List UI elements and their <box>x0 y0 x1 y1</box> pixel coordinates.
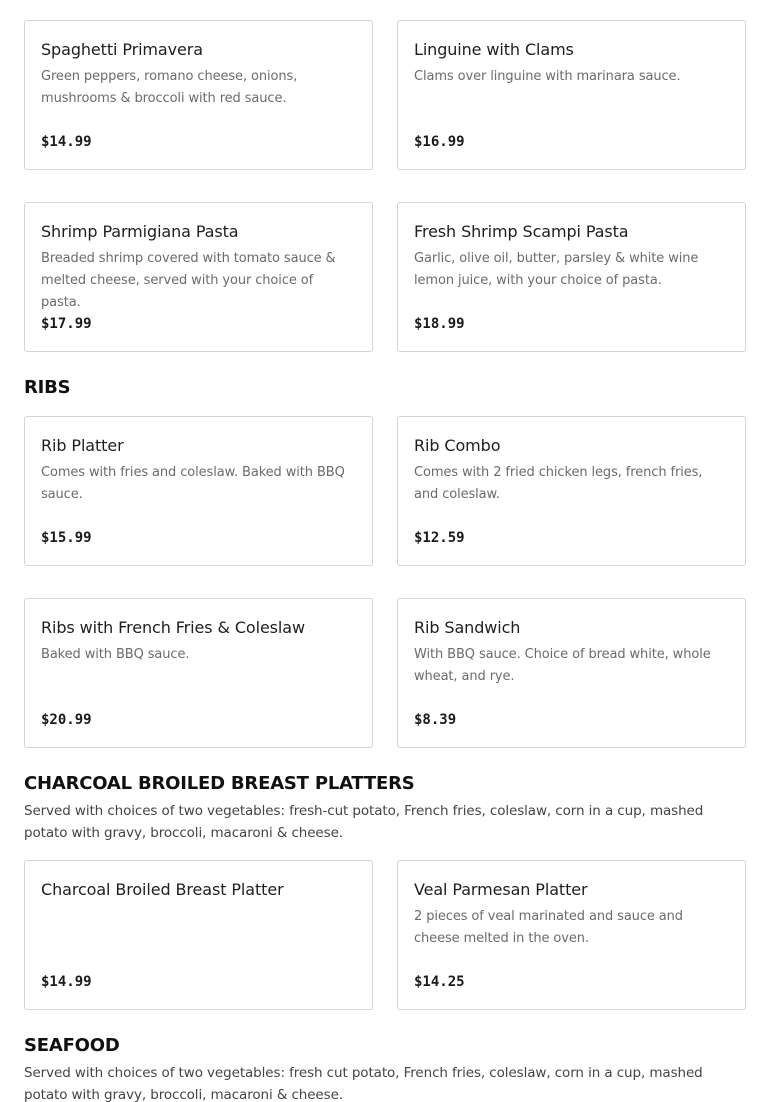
menu-item-name: Fresh Shrimp Scampi Pasta <box>414 222 629 241</box>
menu-item-description: Green peppers, romano cheese, onions, mushrooms & broccoli with red sauce. <box>41 69 298 106</box>
menu-item-description: Comes with fries and coleslaw. Baked with BBQ sauce. <box>41 465 345 502</box>
menu-item-card[interactable] <box>24 860 373 1010</box>
menu-item-price: $14.99 <box>41 974 92 990</box>
menu-item-description: Clams over linguine with marinara sauce. <box>414 69 681 84</box>
menu-item-price: $15.99 <box>41 530 92 546</box>
menu-item-card[interactable] <box>397 20 746 170</box>
menu-item-name: Ribs with French Fries & Coleslaw <box>41 618 305 637</box>
menu-item-price: $16.99 <box>414 134 465 150</box>
section-title-seafood: SEAFOOD <box>24 1035 120 1056</box>
menu-item-price: $18.99 <box>414 316 465 332</box>
menu-item-price: $14.25 <box>414 974 465 990</box>
menu-item-name: Charcoal Broiled Breast Platter <box>41 880 284 899</box>
menu-item-description: Baked with BBQ sauce. <box>41 647 190 662</box>
menu-item-card[interactable] <box>24 416 373 566</box>
menu-item-card[interactable] <box>397 598 746 748</box>
section-note-charcoal-broiled: Served with choices of two vegetables: fresh-cut potato, French fries, coleslaw, corn in a cup, mashed potato with gravy, broccoli, macaroni & cheese. <box>24 803 704 841</box>
menu-item-description: With BBQ sauce. Choice of bread white, whole wheat, and rye. <box>414 647 711 684</box>
section-title-ribs: RIBS <box>24 377 71 398</box>
menu-item-description: 2 pieces of veal marinated and sauce and cheese melted in the oven. <box>414 909 683 946</box>
menu-item-price: $12.59 <box>414 530 465 546</box>
menu-item-name: Rib Platter <box>41 436 124 455</box>
menu-item-name: Linguine with Clams <box>414 40 574 59</box>
menu-item-description: Garlic, olive oil, butter, parsley & white wine lemon juice, with your choice of pasta. <box>414 251 699 288</box>
menu-item-description: Breaded shrimp covered with tomato sauce & melted cheese, served with your choice of pasta. <box>41 251 336 310</box>
menu-item-description: Comes with 2 fried chicken legs, french fries, and coleslaw. <box>414 465 703 502</box>
menu-item-name: Veal Parmesan Platter <box>414 880 588 899</box>
menu-item-price: $8.39 <box>414 712 457 728</box>
menu-item-name: Rib Sandwich <box>414 618 521 637</box>
menu-item-name: Spaghetti Primavera <box>41 40 203 59</box>
menu-item-name: Shrimp Parmigiana Pasta <box>41 222 239 241</box>
menu-item-card[interactable] <box>24 202 373 352</box>
menu-item-card[interactable] <box>397 202 746 352</box>
menu-item-name: Rib Combo <box>414 436 501 455</box>
menu-item-price: $20.99 <box>41 712 92 728</box>
menu-item-price: $14.99 <box>41 134 92 150</box>
menu-item-card[interactable] <box>24 598 373 748</box>
section-title-charcoal-broiled: CHARCOAL BROILED BREAST PLATTERS <box>24 773 415 794</box>
menu-item-price: $17.99 <box>41 316 92 332</box>
section-note-seafood: Served with choices of two vegetables: fresh cut potato, French fries, coleslaw, corn in a cup, mashed potato with gravy, broccoli, macaroni & cheese. <box>24 1065 703 1102</box>
menu-item-card[interactable] <box>24 20 373 170</box>
menu-item-card[interactable] <box>397 860 746 1010</box>
menu-item-card[interactable] <box>397 416 746 566</box>
menu-item-description <box>41 906 356 950</box>
